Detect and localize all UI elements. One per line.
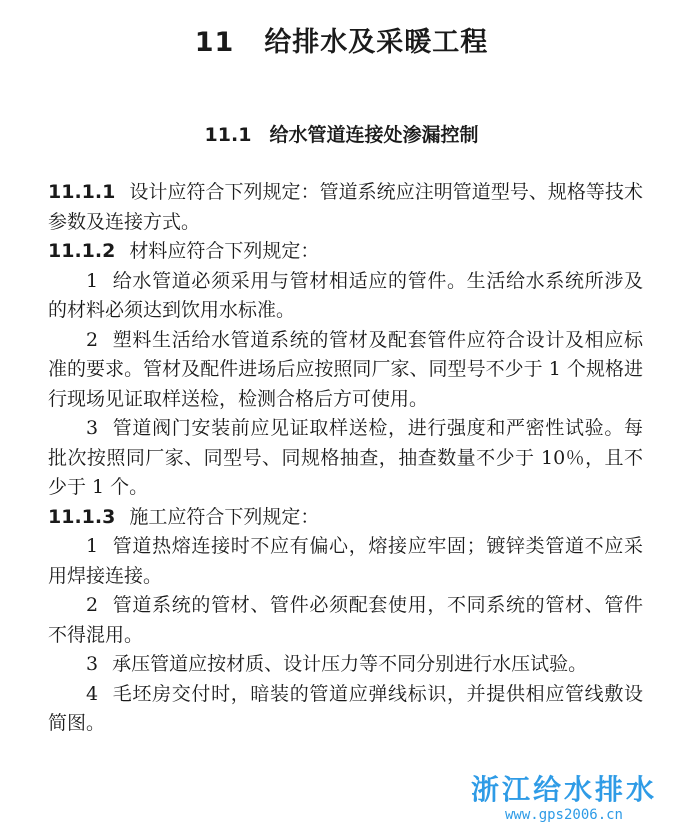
section-number: 11.1 [204,124,252,146]
clause-11-1-1 [48,178,643,237]
item-number: 2 [86,594,99,616]
document-body [48,178,643,739]
item-text: 毛坯房交付时，暗装的管道应弹线标识，并提供相应管线敷设简图。 [48,682,643,734]
clause-11-1-3 [48,503,643,533]
item-text: 管道阀门安装前应见证取样送检，进行强度和严密性试验。每批次按照同厂家、同型号、同规格抽查，抽查数量不少于 10％，且不少于 1 个。 [48,417,643,498]
item-number: 2 [86,328,99,351]
list-item [48,591,643,650]
clause-number: 11.1.2 [48,240,116,262]
chapter-number: 11 [194,27,235,58]
item-number: 1 [86,269,99,292]
list-item [48,680,643,739]
chapter-title-text: 给排水及采暖工程 [264,27,489,58]
item-text: 塑料生活给水管道系统的管材及配套管件应符合设计及相应标准的要求。管材及配件进场后应按照同厂家、同型号不少于 1 个规格进行现场见证取样送检，检测合格后方可使用。 [48,328,643,410]
section-title [0,120,683,147]
item-number: 4 [86,682,99,705]
list-item [48,267,643,326]
clause-text: 材料应符合下列规定： [129,240,320,262]
clause-11-1-2 [48,237,643,267]
list-item [48,326,643,415]
clause-number: 11.1.1 [48,181,116,203]
watermark [459,773,669,823]
item-number: 3 [86,417,99,439]
clause-number: 11.1.3 [48,505,116,528]
list-item [48,532,643,591]
clause-text: 施工应符合下列规定： [129,505,320,528]
item-text: 承压管道应按材质、设计压力等不同分别进行水压试验。 [112,653,588,675]
section-title-text: 给水管道连接处渗漏控制 [269,124,479,146]
watermark-url: www.gps2006.cn [504,807,623,823]
watermark-title: 浙江给水排水 [470,773,657,806]
item-text: 管道热熔连接时不应有偏心，熔接应牢固；镀锌类管道不应采用焊接连接。 [48,535,643,587]
list-item [48,414,643,503]
chapter-title [0,20,683,59]
item-number: 3 [86,653,99,675]
item-number: 1 [86,535,99,557]
item-text: 给水管道必须采用与管材相适应的管件。生活给水系统所涉及的材料必须达到饮用水标准。 [48,269,643,321]
item-text: 管道系统的管材、管件必须配套使用，不同系统的管材、管件不得混用。 [48,594,643,646]
list-item [48,650,643,680]
clause-text: 设计应符合下列规定：管道系统应注明管道型号、规格等技术参数及连接方式。 [48,181,643,233]
